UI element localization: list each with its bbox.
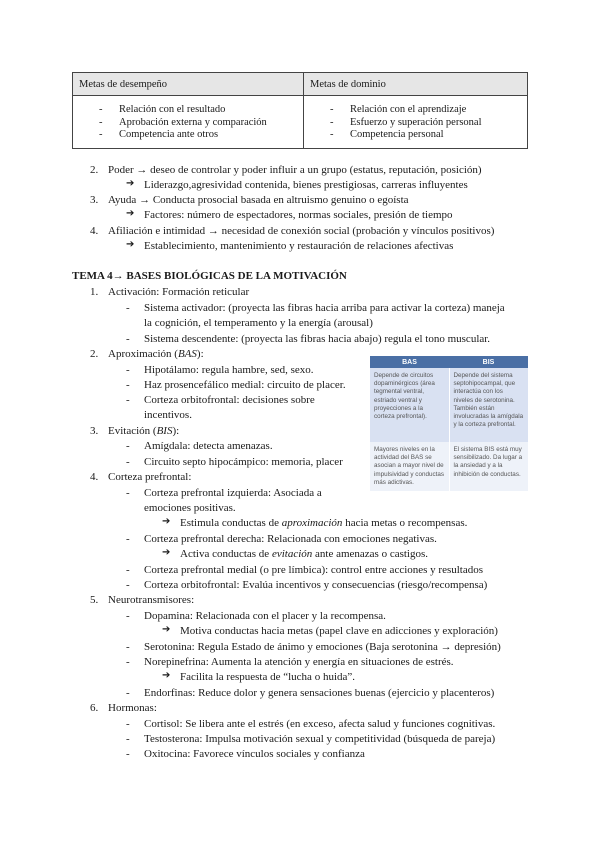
list-item-text: Neurotransmisores:: [108, 594, 195, 606]
bas-cell: Mayores niveles en la actividad del BAS se asocian a mayor nivel de impulsividad y conductas más adictivas.: [370, 442, 449, 491]
bas-header: BAS: [370, 356, 449, 368]
sub-item-text: Hipotálamo: regula hambre, sed, sexo.: [144, 364, 314, 376]
sub-item-text: Testosterona: Impulsa motivación sexual y competitividad (búsqueda de pareja): [144, 733, 496, 745]
list-item: - Esfuerzo y superación personal: [310, 117, 521, 130]
sub-item-text: incentivos.: [144, 409, 192, 421]
dash: -: [126, 364, 130, 376]
performance-cell: [73, 96, 304, 149]
sub-item-text: la cognición, el temperamento y la energía (arousal): [144, 317, 373, 329]
section-title: TEMA 4→ BASES BIOLÓGICAS DE LA MOTIVACIÓN: [72, 270, 347, 282]
bis-cell: Depende del sistema septohipocampal, que interactúa con los niveles de serotonina. También están involucradas la amígdala y la corteza prefrontal.: [449, 368, 528, 442]
list-item: - Aprobación externa y comparación: [79, 117, 297, 130]
text-italic: BAS: [177, 348, 197, 360]
list-number: 1.: [90, 286, 99, 298]
sub-item-text: Amígdala: detecta amenazas.: [144, 440, 273, 452]
text-italic: aproximación: [281, 517, 343, 529]
bas-cell: Depende de circuitos dopaminérgicos (área tegmental ventral, estriado ventral y proyecciones a la corteza prefrontal).: [370, 368, 449, 442]
bis-cell: El sistema BIS está muy sensibilizado. Da lugar a la ansiedad y a la inhibición de conductas.: [449, 442, 528, 491]
sub-item-text: Factores: número de espectadores, normas sociales, presión de tiempo: [144, 209, 453, 221]
sub-item-text: Corteza orbitofrontal: Evalúa incentivos y consecuencias (riesgo/recompensa): [144, 579, 488, 591]
sub-item-text: Sistema activador: (proyecta las fibras hacia arriba para activar la corteza) maneja: [144, 302, 505, 314]
dash: -: [126, 533, 130, 545]
sub-sub-item-text: Motiva conductas hacia metas (papel clave en adicciones y exploración): [180, 625, 498, 637]
list-number: 6.: [90, 702, 99, 714]
list-number: 3.: [90, 425, 99, 437]
dash: -: [126, 718, 130, 730]
list-item-text: Activación: Formación reticular: [108, 286, 250, 298]
text-part: ):: [172, 425, 180, 437]
arrow-right-icon: ➔: [162, 516, 171, 527]
text-part: Aproximación (: [108, 348, 178, 360]
list-item: - Relación con el aprendizaje: [310, 104, 521, 117]
dash: -: [126, 579, 130, 591]
sub-sub-item-text: Facilita la respuesta de “lucha o huida”.: [180, 671, 356, 683]
list-item-text: Poder → deseo de controlar y poder influir a un grupo (estatus, reputación, posición): [108, 164, 482, 176]
sub-item-text: Dopamina: Relacionada con el placer y la recompensa.: [144, 610, 386, 622]
arrow-right-icon: ➔: [126, 239, 135, 250]
list-item-text: [108, 347, 204, 361]
goals-table: [72, 72, 528, 149]
sub-item-text: Endorfinas: Reduce dolor y genera sensaciones buenas (ejercicio y placenteros): [144, 687, 495, 699]
dash: -: [126, 487, 130, 499]
list-number: 2.: [90, 348, 99, 360]
sub-sub-item-text: [180, 516, 467, 530]
dash: -: [126, 333, 130, 345]
list-number: 5.: [90, 594, 99, 606]
dash: -: [126, 748, 130, 760]
arrow-right-icon: ➔: [162, 670, 171, 681]
arrow-right-icon: ➔: [126, 178, 135, 189]
bas-bis-table: [370, 356, 528, 491]
sub-item-text: Cortisol: Se libera ante el estrés (en exceso, afecta salud y funciones cognitivas.: [144, 718, 496, 730]
dash: -: [126, 564, 130, 576]
list-number: 3.: [90, 194, 99, 206]
sub-item-text: Corteza prefrontal derecha: Relacionada con emociones negativas.: [144, 533, 437, 545]
dash: -: [126, 456, 130, 468]
list-item-text: [108, 424, 179, 438]
sub-item-text: Corteza prefrontal izquierda: Asociada a: [144, 487, 322, 499]
sub-item-text: Establecimiento, mantenimiento y restauración de relaciones afectivas: [144, 240, 454, 252]
sub-item-text: emociones positivas.: [144, 502, 236, 514]
list-number: 2.: [90, 164, 99, 176]
sub-item-text: Circuito septo hipocámpico: memoria, placer: [144, 456, 343, 468]
list-item-text: Ayuda → Conducta prosocial basada en altruismo genuino o egoísta: [108, 194, 409, 206]
list-item-text: Corteza prefrontal:: [108, 471, 192, 483]
text-part: hacia metas o recompensas.: [342, 517, 468, 529]
list-item: - Relación con el resultado: [79, 104, 297, 117]
list-item: - Competencia ante otros: [79, 129, 297, 142]
sub-item-text: Norepinefrina: Aumenta la atención y energía en situaciones de estrés.: [144, 656, 454, 668]
dash: -: [126, 733, 130, 745]
text-part: ante amenazas o castigos.: [312, 548, 429, 560]
dash: -: [126, 379, 130, 391]
dash: -: [126, 394, 130, 406]
sub-item-text: Oxitocina: Favorece vínculos sociales y confianza: [144, 748, 365, 760]
text-part: Activa conductas de: [180, 548, 272, 560]
list-item-text: Hormonas:: [108, 702, 157, 714]
arrow-right-icon: ➔: [162, 624, 171, 635]
text-italic: BIS: [156, 425, 173, 437]
list-number: 4.: [90, 225, 99, 237]
arrow-right-icon: ➔: [162, 547, 171, 558]
bis-header: BIS: [449, 356, 528, 368]
list-item: - Competencia personal: [310, 129, 521, 142]
text-italic: evitación: [271, 548, 313, 560]
mastery-cell: [304, 96, 528, 149]
dash: -: [126, 302, 130, 314]
sub-item-text: Liderazgo,agresividad contenida, bienes prestigiosas, carreras influyentes: [144, 179, 468, 191]
text-part: Evitación (: [108, 425, 157, 437]
dash: -: [126, 610, 130, 622]
dash: -: [126, 440, 130, 452]
list-item-text: Afiliación e intimidad → necesidad de conexión social (probación y vínculos positivos): [108, 225, 495, 237]
dash: -: [126, 641, 130, 653]
arrow-right-icon: ➔: [126, 208, 135, 219]
header-mastery: Metas de dominio: [304, 73, 528, 96]
sub-item-text: Sistema descendente: (proyecta las fibras hacia abajo) regula el tono muscular.: [144, 333, 491, 345]
text-part: Estimula conductas de: [180, 517, 282, 529]
sub-sub-item-text: [180, 547, 428, 561]
header-performance: Metas de desempeño: [73, 73, 304, 96]
sub-item-text: Haz prosencefálico medial: circuito de placer.: [144, 379, 346, 391]
sub-item-text: Serotonina: Regula Estado de ánimo y emociones (Baja serotonina → depresión): [144, 641, 501, 653]
dash: -: [126, 687, 130, 699]
dash: -: [126, 656, 130, 668]
text-part: ):: [196, 348, 204, 360]
list-number: 4.: [90, 471, 99, 483]
sub-item-text: Corteza prefrontal medial (o pre límbica): control entre acciones y resultados: [144, 564, 484, 576]
sub-item-text: Corteza orbitofrontal: decisiones sobre: [144, 394, 315, 406]
